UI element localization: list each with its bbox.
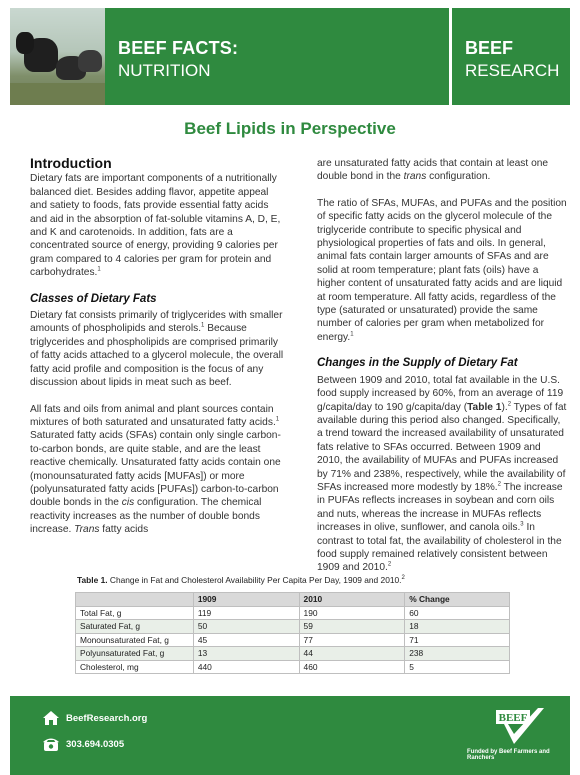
footnote-ref: 1 — [97, 266, 101, 273]
continued-paragraph — [317, 157, 567, 184]
table-cell: 119 — [193, 606, 299, 620]
table-cell: 45 — [193, 633, 299, 647]
table-header-row — [76, 593, 510, 607]
table-row — [76, 620, 510, 634]
ratio-paragraph — [317, 197, 567, 344]
table-cell: 5 — [405, 660, 510, 674]
table-cell: 190 — [299, 606, 405, 620]
table-header-cell: % Change — [405, 593, 510, 607]
footnote-ref: 1 — [275, 416, 280, 423]
page-footer — [10, 696, 570, 775]
phone-number — [42, 736, 124, 752]
classes-p2-text: All fats and oils from animal and plant sources contain mixtures of both saturated and unsaturated fatty acids. — [30, 403, 276, 428]
intro-text: Dietary fats are important components of a nutritionally balanced diet. Besides adding flavor, appetite appeal and satiety to foods, fats provide essential fatty acids and aid in the absorption of fat-soluble vitamins A, D, E, and K and carotenoids. In addition, fats are a concentrated source of energy, providing 9 calories per gram compared to 4 calories per gram for protein and carbohydrates. — [30, 173, 281, 279]
footnote-ref: 2 — [401, 575, 405, 582]
classes-p2-text-cont: Saturated fatty acids (SFAs) contain only single carbon-to-carbon bonds, are quite stable, and are the least reactive chemically. Unsaturated fatty acids contain one (monounsaturated fatty acids [MUFAs]) or more (polyunsaturated fatty acids [PUFAs]) carbon-to-carbon double bonds in the — [30, 430, 281, 509]
table-cell: 50 — [193, 620, 299, 634]
footnote-ref: 2 — [507, 401, 512, 408]
classes-paragraph-2 — [30, 403, 285, 537]
trans-term: Trans — [74, 524, 100, 536]
continued-text: are unsaturated fatty acids that contain at least one double bond in the — [317, 158, 549, 183]
table-row — [76, 606, 510, 620]
table-cell: Monounsaturated Fat, g — [76, 633, 194, 647]
table-header-cell: 2010 — [299, 593, 405, 607]
series-subtitle: NUTRITION — [118, 61, 211, 80]
classes-p1-text: Dietary fat consists primarily of triglycerides with smaller amounts of phospholipids and sterols. — [30, 310, 283, 335]
footnote-ref: 2 — [497, 481, 501, 488]
page-header — [10, 8, 570, 105]
table-cell: 440 — [193, 660, 299, 674]
brand-subtitle: RESEARCH — [465, 61, 560, 80]
changes-text: Between 1909 and 2010, total fat available in the U.S. food supply increased by 60%, from an average of 119 g/capita/day to 190 g/capita/day ( — [317, 374, 564, 413]
header-brand — [465, 38, 559, 81]
changes-text-b: ). — [501, 401, 508, 413]
website-link[interactable] — [42, 710, 147, 726]
table-row — [76, 647, 510, 661]
ratio-text: The ratio of SFAs, MUFAs, and PUFAs and the position of specific fatty acids on the glycerol molecule of the triglyceride contribute to specific physical and physiological properties of fats and oils. In general, animal fats contain larger amounts of SFAs and are solid at room temperature; plant fats (oils) have a higher content of unsaturated fatty acids and are liquid at room temperature. All fatty acids, regardless of the type (saturated or unsaturated) provide the same number of calories per gram when metabolized for energy. — [317, 197, 567, 343]
table-row — [76, 660, 510, 674]
cow-head-shape — [16, 32, 34, 54]
classes-p2-text-cont3: fatty acids — [99, 524, 149, 536]
table-cell: 60 — [405, 606, 510, 620]
series-title: BEEF FACTS: — [118, 38, 239, 58]
table-cell: Total Fat, g — [76, 606, 194, 620]
document-title: Beef Lipids in Perspective — [184, 119, 396, 138]
table-row — [76, 633, 510, 647]
right-column — [317, 157, 567, 588]
table-cell: 18 — [405, 620, 510, 634]
table-cell: 238 — [405, 647, 510, 661]
table-cell: 13 — [193, 647, 299, 661]
table-caption-label: Table 1. — [77, 575, 108, 585]
header-series-title — [118, 38, 238, 81]
phone-text: 303.694.0305 — [66, 738, 125, 750]
classes-p2-text-cont2: configuration. The chemical reactivity increases as the number of double bonds increase. — [30, 497, 262, 536]
header-divider — [449, 8, 452, 105]
logo-text: BEEF — [498, 712, 528, 724]
website-text[interactable]: BeefResearch.org — [66, 712, 148, 724]
changes-text-d: The increase in PUFAs reflects increases in soybean and corn oils and nuts, whereas the increase in MUFAs reflects increases in olive, sunflower, and canola oils. — [317, 481, 563, 534]
classes-p1-text-cont: Because triglycerides and phospholipids are comprised primarily of fatty acids attached to a glycerol molecule, the overall fatty acid profile and composition is the focus of any discussion about lipids in meat such as beef. — [30, 323, 284, 389]
footnote-ref: 1 — [201, 323, 205, 330]
table-cell: 59 — [299, 620, 405, 634]
footnote-ref: 1 — [350, 331, 354, 338]
table-cell: 77 — [299, 633, 405, 647]
changes-text-e: In contrast to total fat, the availability of cholesterol in the food supply remained relatively consistent between 1909 and 2010. — [317, 522, 562, 574]
brand-title: BEEF — [465, 38, 514, 58]
table-cell: Polyunsaturated Fat, g — [76, 647, 194, 661]
table-cell: Cholesterol, mg — [76, 660, 194, 674]
table-caption-text: Change in Fat and Cholesterol Availability Per Capita Per Day, 1909 and 2010. — [107, 575, 402, 585]
table-header-cell: 1909 — [193, 593, 299, 607]
changes-heading: Changes in the Supply of Dietary Fat — [317, 357, 518, 370]
cis-term: cis — [121, 497, 135, 509]
table-cell: 44 — [299, 647, 405, 661]
footnote-ref: 2 — [387, 561, 392, 568]
home-icon — [42, 710, 60, 726]
fat-availability-table — [75, 592, 510, 674]
cattle-photo — [10, 8, 105, 105]
classes-heading: Classes of Dietary Fats — [30, 292, 157, 305]
intro-paragraph — [30, 172, 285, 279]
trans-term: trans — [403, 171, 427, 183]
phone-icon — [42, 736, 60, 752]
intro-heading: Introduction — [30, 155, 112, 171]
table-cell: Saturated Fat, g — [76, 620, 194, 634]
table-caption — [77, 575, 405, 585]
beef-checkoff-logo — [494, 704, 548, 746]
footnote-ref: 3 — [520, 521, 524, 528]
table-reference: Table 1 — [467, 401, 502, 413]
classes-paragraph-1 — [30, 309, 285, 389]
photo-grass — [10, 83, 105, 105]
table-cell: 71 — [405, 633, 510, 647]
continued-text-end: configuration. — [426, 171, 491, 183]
table-header-cell — [76, 593, 194, 607]
left-column — [30, 157, 285, 550]
changes-paragraph — [317, 374, 567, 575]
cow-shape — [78, 50, 102, 72]
funded-by-text: Funded by Beef Farmers and Ranchers — [467, 749, 550, 761]
table-cell: 460 — [299, 660, 405, 674]
changes-text-c: Types of fat available during this period also changed. Specifically, a trend toward the increased availability of unsaturated fats relative to SFAs occurred. Between 1909 and 2010, the availability of MUFAs and PUFAs increased by 71% and 238%, respectively, while the availability of SFAs increased more modestly by 18%. — [317, 401, 567, 493]
